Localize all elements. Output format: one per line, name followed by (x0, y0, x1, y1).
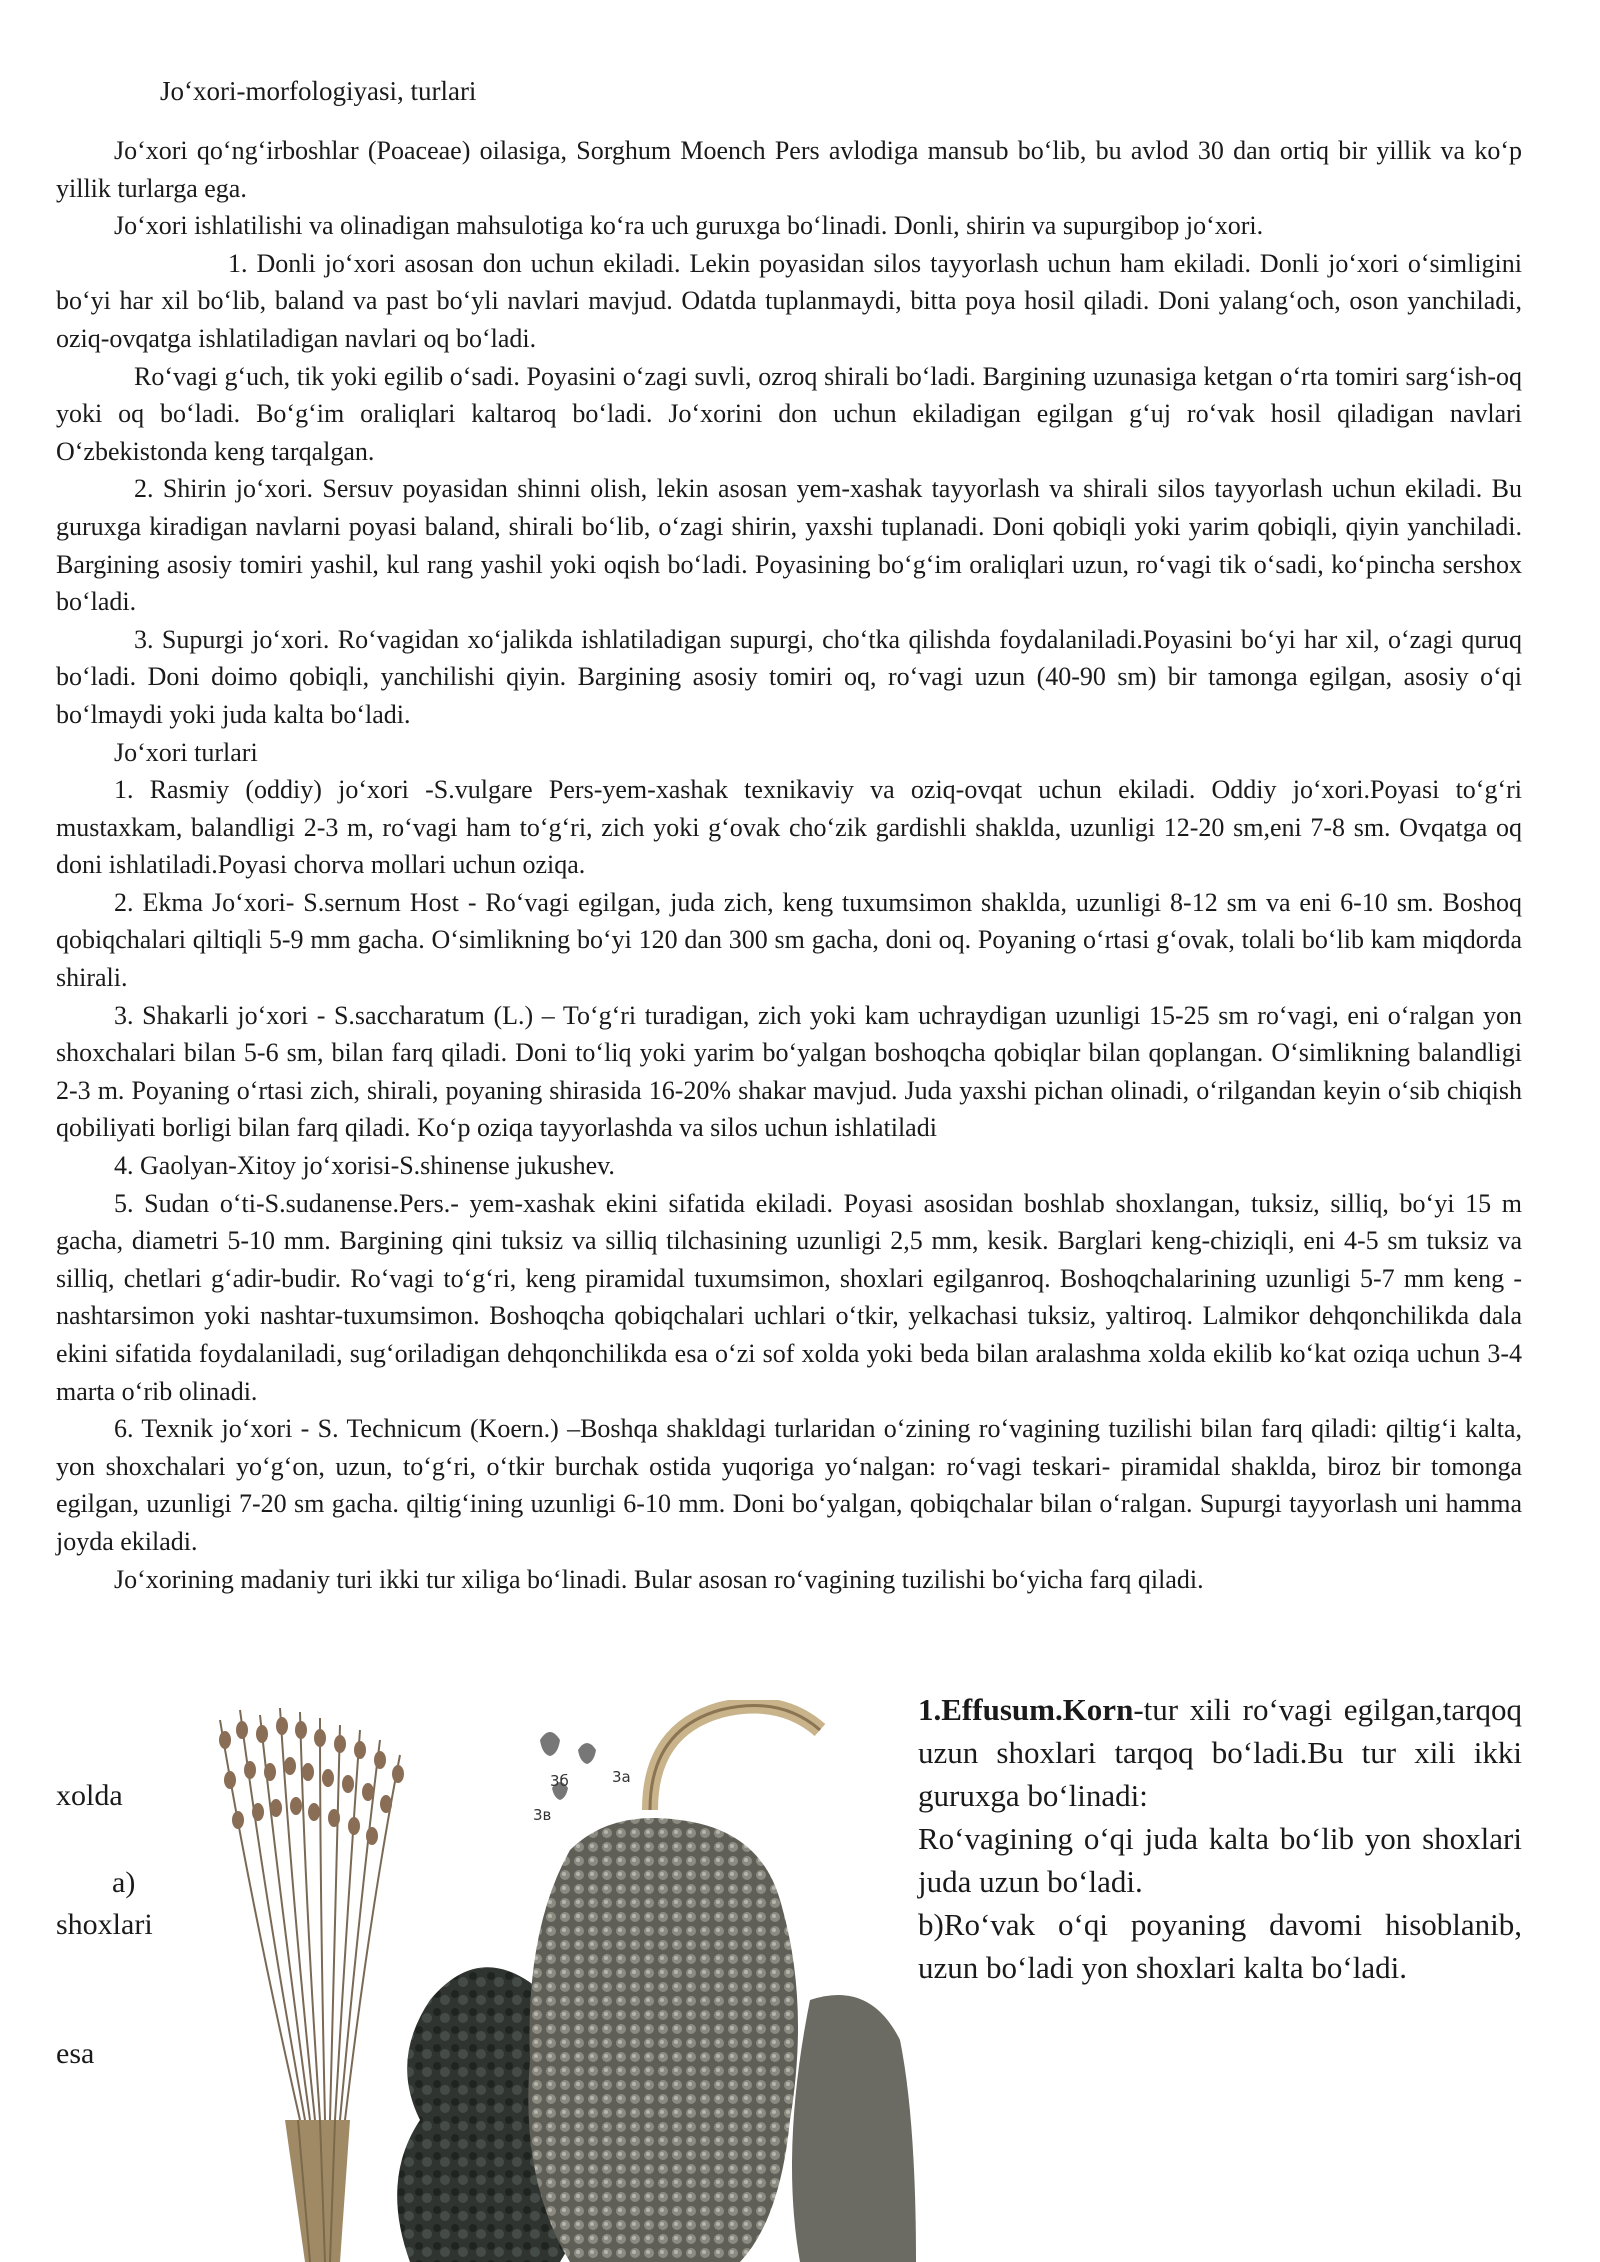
sorghum-illustration (180, 1700, 916, 2262)
paragraph: 2. Shirin jo‘xori. Sersuv poyasidan shinni olish, lekin asosan yem-xashak tayyorlash va shirali silos tayyorlash uchun ekiladi. Bu guruxga kiradigan navlarni poyasi baland, shirali bo‘lib, o‘zagi shirin, yaxshi tuplanadi. Doni qobiqli yoki yarim qobiqli, qiyin yanchiladi. Bargining asosiy tomiri yashil, kul rang yashil yoki oqish bo‘ladi. Poyasining bo‘g‘im oraliqlari uzun, ro‘vagi tik o‘sadi, ko‘pincha sershox bo‘ladi. (56, 474, 1522, 617)
paragraph: 6. Texnik jo‘xori - S. Technicum (Koern.) –Boshqa shakldagi turlaridan o‘zining ro‘vagining tuzilishi bilan farq qiladi: qiltig‘i kalta, yon shoxchalari yo‘g‘on, uzun, to‘g‘ri, o‘tkir burchak ostida yuqoriga yo‘nalgan: ro‘vagi teskari- piramidal shaklda, biroz bir tomonga egilgan, uzunligi 7-20 sm gacha. qiltig‘ining uzunligi 6-10 mm. Doni bo‘yalgan, qobiqchalar bilan o‘ralgan. Supurgi tayyorlash uni hamma joyda ekiladi. (56, 1414, 1522, 1556)
variety-name: 1.Effusum.Korn (918, 1692, 1134, 1727)
body-text (56, 132, 1522, 1598)
side-word: xolda (56, 1779, 123, 1812)
variety-description: -tur xili ro‘vagi egilgan,tarqoq uzun shoxlari tarqoq bo‘ladi.Bu tur xili ikki guruxga bo‘linadi: (918, 1692, 1522, 1813)
curved-stem (650, 1706, 820, 1811)
side-word: esa (56, 2037, 95, 2070)
sorghum-drawing (180, 1700, 916, 2262)
right-panicle (792, 1995, 916, 2262)
section-heading: Jo‘xori turlari (114, 737, 258, 767)
compact-panicle (528, 1818, 798, 2262)
figure-label: 3б (550, 1772, 569, 1790)
side-word: a) (112, 1866, 136, 1899)
group-a-text: Ro‘vagining o‘qi juda kalta bo‘lib yon shoxlari juda uzun bo‘ladi. (918, 1821, 1522, 1899)
paragraph: 5. Sudan o‘ti-S.sudanense.Pers.- yem-xashak ekini sifatida ekiladi. Poyasi asosidan boshlab shoxlangan, tuksiz, silliq, bo‘yi 15 m gacha, diametri 5-10 mm. Bargining qini tuksiz va silliq tilchasining uzunligi 2,5 mm, kesik. Barglari keng-chiziqli, eni 4-5 sm tuksiz va silliq, chetlari g‘adir-budir. Ro‘vagi to‘g‘ri, keng piramidal tuxumsimon, shoxlari egilganroq. Boshoqchalarining uzunligi 5-7 mm keng - nashtarsimon yoki nashtar-tuxumsimon. Boshoqcha qobiqchalari uchlari o‘tkir, yelkachasi tuksiz, yaltiroq. Lalmikor dehqonchilikda dala ekini sifatida foydalaniladi, sug‘oriladigan dehqonchilikda esa o‘zi sof xolda yoki beda bilan aralashma xolda ekilib ko‘kat oziqa uchun 3-4 marta o‘rib olinadi. (56, 1188, 1522, 1406)
figure-label: 3в (533, 1806, 552, 1824)
paragraph: Jo‘xori ishlatilishi va olinadigan mahsulotiga ko‘ra uch guruxga bo‘linadi. Donli, shirin va supurgibop jo‘xori. (114, 211, 1264, 241)
paragraph: 2. Ekma Jo‘xori- S.sernum Host - Ro‘vagi egilgan, juda zich, keng tuxumsimon shaklda, uzunligi 8-12 sm va eni 6-10 sm. Boshoq qobiqchalari qiltiqli 5-9 mm gacha. O‘simlikning bo‘yi 120 dan 300 sm gacha, doni oq. Poyaning o‘rtasi g‘ovak, tolali bo‘lib kam miqdorda shirali. (56, 887, 1522, 993)
figure-label: 3а (612, 1768, 631, 1786)
paragraph: Ro‘vagi g‘uch, tik yoki egilib o‘sadi. Poyasini o‘zagi suvli, ozroq shirali bo‘ladi. Bargining uzunasiga ketgan o‘rta tomiri sarg‘ish-oq yoki oq bo‘ladi. Bo‘g‘im oraliqlari kaltaroq bo‘ladi. Jo‘xorini don uchun ekiladigan egilgan g‘uj ro‘vak hosil qiladigan navlari O‘zbekistonda keng tarqalgan. (56, 361, 1522, 466)
paragraph: Jo‘xorining madaniy turi ikki tur xiliga bo‘linadi. Bular asosan ro‘vagining tuzilishi bo‘yicha farq qiladi. (114, 1564, 1204, 1594)
variety-heading (918, 1688, 1522, 1817)
paragraph: 3. Supurgi jo‘xori. Ro‘vagidan xo‘jalikda ishlatiladigan supurgi, cho‘tka qilishda foydalaniladi.Poyasini bo‘yi har xil, o‘zagi quruq bo‘ladi. Doni doimo qobiqli, yanchilishi qiyin. Bargining asosiy tomiri oq, ro‘vagi uzun (40-90 sm) bir tamonga egilgan, asosiy o‘qi bo‘lmaydi yoki juda kalta bo‘ladi. (56, 624, 1522, 729)
paragraph: 1. Rasmiy (oddiy) jo‘xori -S.vulgare Pers-yem-xashak texnikaviy va oziq-ovqat uchun ekiladi. Oddiy jo‘xori.Poyasi to‘g‘ri mustaxkam, balandligi 2-3 m, ro‘vagi ham to‘g‘ri, zich yoki g‘ovak cho‘zik gardishli shaklda, uzunligi 12-20 sm,eni 7-8 sm. Ovqatga oq doni ishlatiladi.Poyasi chorva mollari uchun oziqa. (56, 775, 1522, 880)
paragraph: 3. Shakarli jo‘xori - S.saccharatum (L.) – To‘g‘ri turadigan, zich yoki kam uchraydigan uzunligi 15-25 sm ro‘vagi, eni o‘ralgan yon shoxchalari bilan 5-6 sm, bilan farq qiladi. Doni to‘liq yoki yarim bo‘yalgan boshoqcha qobiqlar bilan qoplangan. O‘simlikning balandligi 2-3 m. Poyaning o‘rtasi zich, shirali, poyaning shirasida 16-20% shakar mavjud. Juda yaxshi pichan olinadi, o‘rilgandan keyin o‘sib chiqish qobiliyati borligi bilan farq qiladi. Ko‘p oziqa tayyorlashda va silos uchun ishlatiladi (56, 1000, 1522, 1143)
paragraph: Jo‘xori qo‘ng‘irboshlar (Poaceae) oilasiga, Sorghum Moench Pers avlodiga mansub bo‘lib, bu avlod 30 dan ortiq bir yillik va ko‘p yillik turlarga ega. (56, 136, 1522, 203)
paragraph: 4. Gaolyan-Xitoy jo‘xorisi-S.shinense jukushev. (114, 1151, 615, 1181)
paragraph: 1. Donli jo‘xori asosan don uchun ekiladi. Lekin poyasidan silos tayyorlash uchun ham ekiladi. Donli jo‘xori o‘simligini bo‘yi har xil bo‘lib, baland va past bo‘yli navlari mavjud. Odatda tuplanmaydi, bitta poya hosil qiladi. Doni yalang‘och, oson yanchiladi, oziq-ovqatga ishlatiladigan navlari oq bo‘ladi. (56, 248, 1522, 353)
broom-seeds (219, 1717, 404, 1845)
group-b-text: b)Ro‘vak o‘qi poyaning davomi hisoblanib, uzun bo‘ladi yon shoxlari kalta bo‘ladi. (918, 1907, 1522, 1985)
broom-stalk (285, 2120, 350, 2262)
right-column (918, 1688, 1522, 1989)
page-title: Jo‘xori-morfologiyasi, turlari (160, 76, 477, 106)
side-word: shoxlari (56, 1908, 153, 1941)
